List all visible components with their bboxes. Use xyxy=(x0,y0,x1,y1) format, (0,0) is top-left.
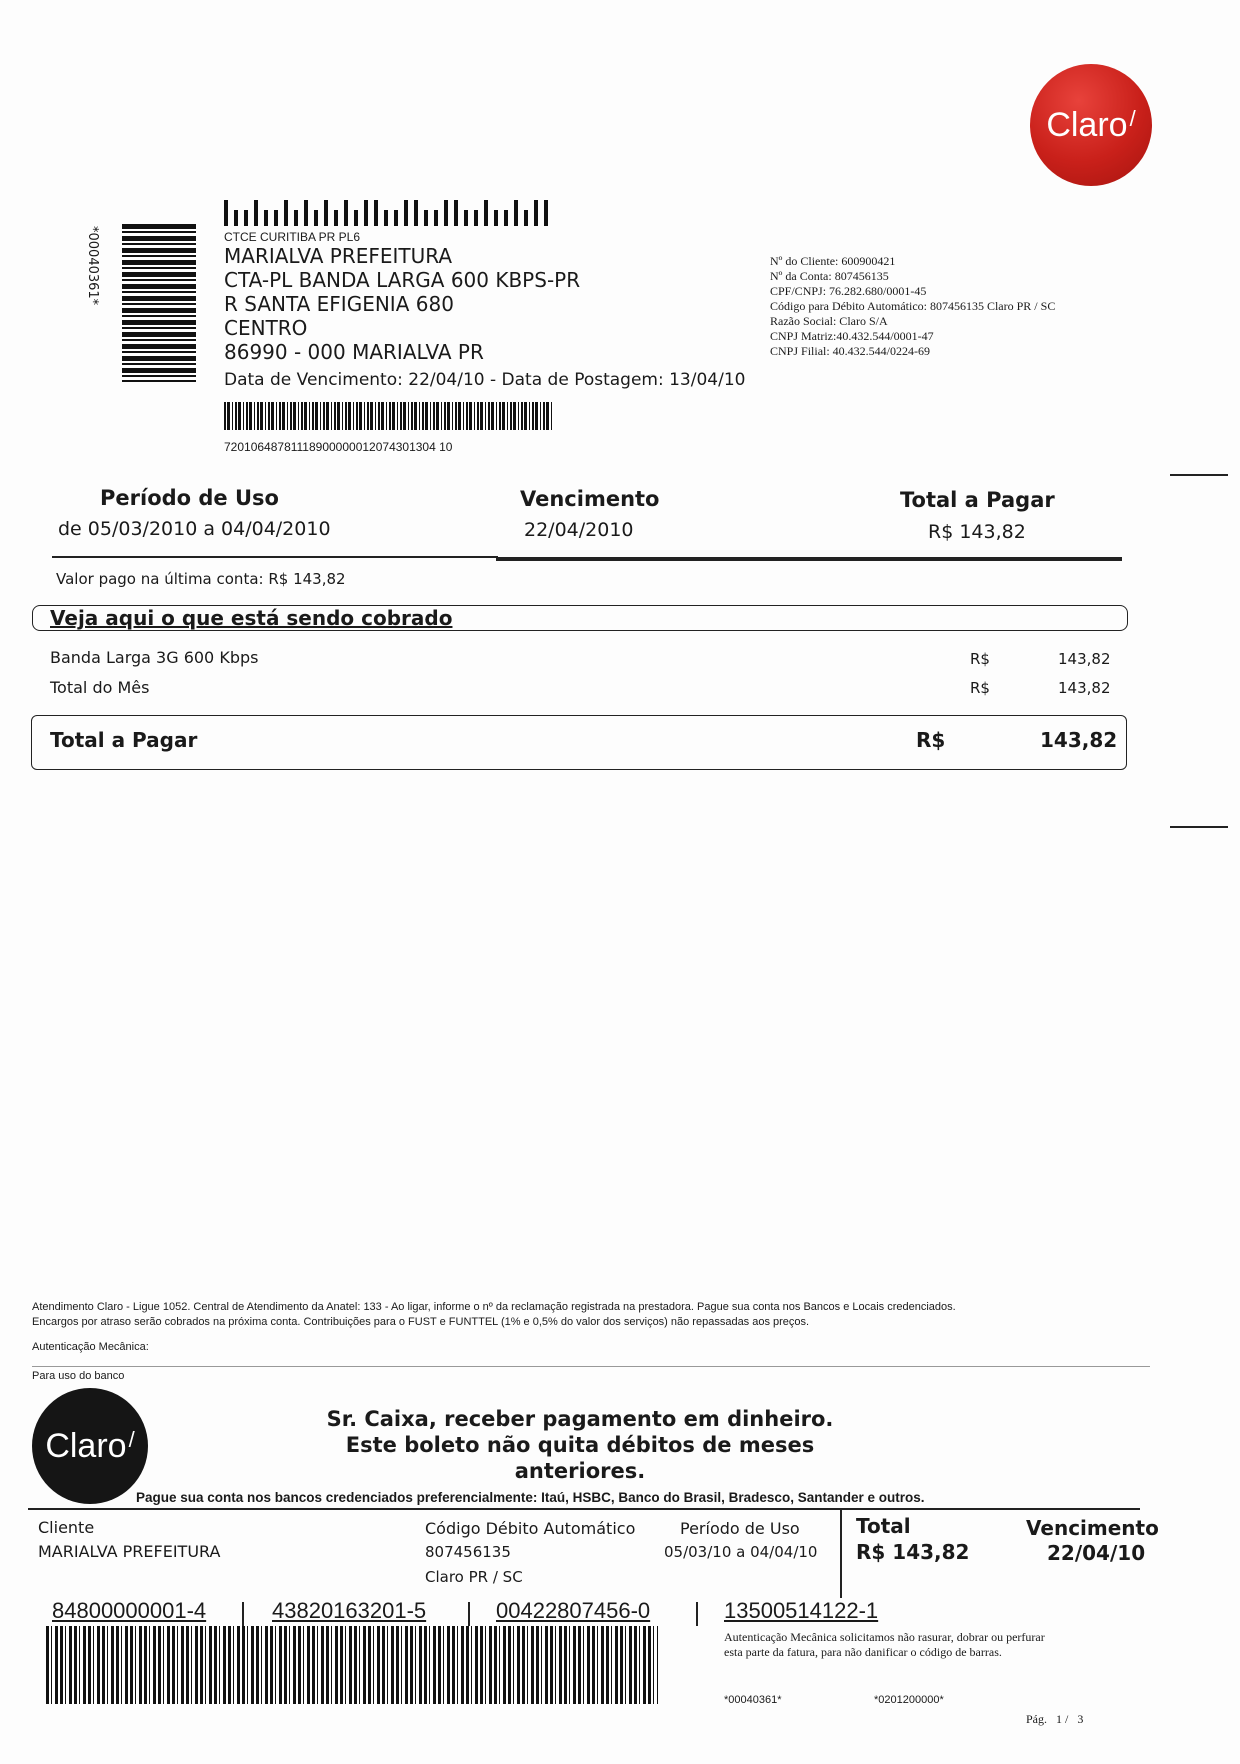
notice-line: Encargos por atraso serão cobrados na próxima conta. Contribuições para o FUST e FUNTTEL (1% e 0,5% do valor dos serviços) não repassadas aos preços. xyxy=(32,1316,810,1328)
period-value: de 05/03/2010 a 04/04/2010 xyxy=(58,518,331,540)
mechanical-auth-label: Autenticação Mecânica: xyxy=(32,1341,149,1353)
notice-line: Atendimento Claro - Ligue 1052. Central de Atendimento da Anatel: 133 - Ao ligar, informe o nº da reclamação registrada na prestadora. Pague sua conta nos Bancos e Locais credenciados. xyxy=(32,1301,956,1313)
fold-mark xyxy=(1170,826,1228,828)
slip-due-label: Vencimento xyxy=(1026,1516,1159,1540)
bank-use-label: Para uso do banco xyxy=(32,1370,125,1382)
address-barcode-number: 72010648781118900000012074301304 10 xyxy=(224,440,453,454)
claro-logo-text: Claro xyxy=(1046,105,1128,144)
cnpj-matriz: CNPJ Matriz:40.432.544/0001-47 xyxy=(770,329,934,343)
charge-currency: R$ xyxy=(970,679,990,697)
slip-due-value: 22/04/10 xyxy=(1047,1541,1146,1565)
slip-divider xyxy=(28,1508,1140,1510)
total-box-value: 143,82 xyxy=(1040,728,1118,752)
cnpj: CPF/CNPJ: 76.282.680/0001-45 xyxy=(770,284,927,298)
field-separator xyxy=(696,1602,698,1626)
slip-code-region: Claro PR / SC xyxy=(425,1568,523,1586)
footer-notice xyxy=(32,1300,1212,1330)
address-line: CENTRO xyxy=(224,316,308,340)
side-barcode-code: *00040361* xyxy=(85,226,100,306)
page-number: Pág. 1 / 3 xyxy=(1026,1712,1084,1726)
auth-note xyxy=(724,1630,1045,1660)
field-separator xyxy=(242,1602,244,1626)
cut-line xyxy=(32,1366,1150,1367)
period-label: Período de Uso xyxy=(100,486,279,510)
side-barcode xyxy=(122,224,196,382)
client-number: Nº do Cliente: 600900421 xyxy=(770,254,896,268)
slip-client-value: MARIALVA PREFEITURA xyxy=(38,1542,221,1561)
charge-label: Banda Larga 3G 600 Kbps xyxy=(50,648,259,667)
slip-code-a: *00040361* xyxy=(724,1694,782,1706)
account-number: Nº da Conta: 807456135 xyxy=(770,269,889,283)
divider xyxy=(52,556,498,558)
divider-thick xyxy=(496,557,1122,561)
charge-currency: R$ xyxy=(970,650,990,668)
spark-icon: / xyxy=(128,1427,135,1452)
due-label: Vencimento xyxy=(520,487,660,511)
slip-code-label: Código Débito Automático xyxy=(425,1519,636,1538)
slip-total-value: R$ 143,82 xyxy=(856,1540,970,1564)
payment-barcode xyxy=(46,1626,658,1704)
total-box-currency: R$ xyxy=(916,728,946,752)
recipient-address xyxy=(224,244,745,392)
digitable-field: 84800000001-4 xyxy=(52,1598,207,1623)
due-value: 22/04/2010 xyxy=(524,519,634,541)
auth-note-line: Autenticação Mecânica solicitamos não rasurar, dobrar ou perfurar xyxy=(724,1630,1045,1644)
field-separator xyxy=(468,1602,470,1626)
address-line: R SANTA EFIGENIA 680 xyxy=(224,292,454,316)
charge-value: 143,82 xyxy=(1058,650,1111,668)
digitable-field: 43820163201-5 xyxy=(272,1598,427,1623)
slip-code-value: 807456135 xyxy=(425,1543,511,1561)
route-code: CTCE CURITIBA PR PL6 xyxy=(224,230,361,244)
digitable-field: 13500514122-1 xyxy=(724,1598,879,1623)
postnet-barcode xyxy=(224,200,554,226)
total-value: R$ 143,82 xyxy=(928,521,1026,543)
address-barcode xyxy=(224,402,554,430)
last-payment: Valor pago na última conta: R$ 143,82 xyxy=(56,570,346,588)
company-name: Razão Social: Claro S/A xyxy=(770,314,888,328)
address-line: 86990 - 000 MARIALVA PR xyxy=(224,340,484,364)
spark-icon: / xyxy=(1129,106,1136,131)
slip-period-value: 05/03/10 a 04/04/10 xyxy=(664,1543,818,1561)
slip-client-label: Cliente xyxy=(38,1518,95,1537)
address-line: MARIALVA PREFEITURA xyxy=(224,244,453,268)
charges-heading: Veja aqui o que está sendo cobrado xyxy=(50,606,453,630)
claro-logo xyxy=(1030,64,1152,186)
charge-value: 143,82 xyxy=(1058,679,1111,697)
claro-logo-slip xyxy=(32,1388,148,1504)
slip-vertical-divider xyxy=(840,1510,842,1598)
slip-headline-2: Este boleto não quita débitos de meses anteriores. xyxy=(345,1433,815,1483)
charge-label: Total do Mês xyxy=(50,678,150,697)
slip-period-label: Período de Uso xyxy=(680,1519,800,1538)
slip-headline-1: Sr. Caixa, receber pagamento em dinheiro. xyxy=(326,1407,834,1431)
total-box-label: Total a Pagar xyxy=(50,728,198,752)
preferred-banks: Pague sua conta nos bancos credenciados preferencialmente: Itaú, HSBC, Banco do Brasil, Bradesco, Santander e outros. xyxy=(136,1490,925,1505)
cnpj-filial: CNPJ Filial: 40.432.544/0224-69 xyxy=(770,344,931,358)
auto-debit-code: Código para Débito Automático: 807456135 Claro PR / SC xyxy=(770,299,1056,313)
slip-total-label: Total xyxy=(856,1514,911,1538)
claro-logo-text: Claro xyxy=(45,1426,127,1465)
fold-mark xyxy=(1170,474,1228,476)
auth-note-line: esta parte da fatura, para não danificar o código de barras. xyxy=(724,1645,1002,1659)
slip-headline xyxy=(300,1406,860,1484)
total-label: Total a Pagar xyxy=(900,488,1055,512)
slip-code-b: *0201200000* xyxy=(874,1694,944,1706)
address-line: CTA-PL BANDA LARGA 600 KBPS-PR xyxy=(224,268,581,292)
digitable-field: 00422807456-0 xyxy=(496,1598,651,1623)
address-dates: Data de Vencimento: 22/04/10 - Data de Postagem: 13/04/10 xyxy=(224,370,746,390)
account-info xyxy=(770,254,1055,359)
